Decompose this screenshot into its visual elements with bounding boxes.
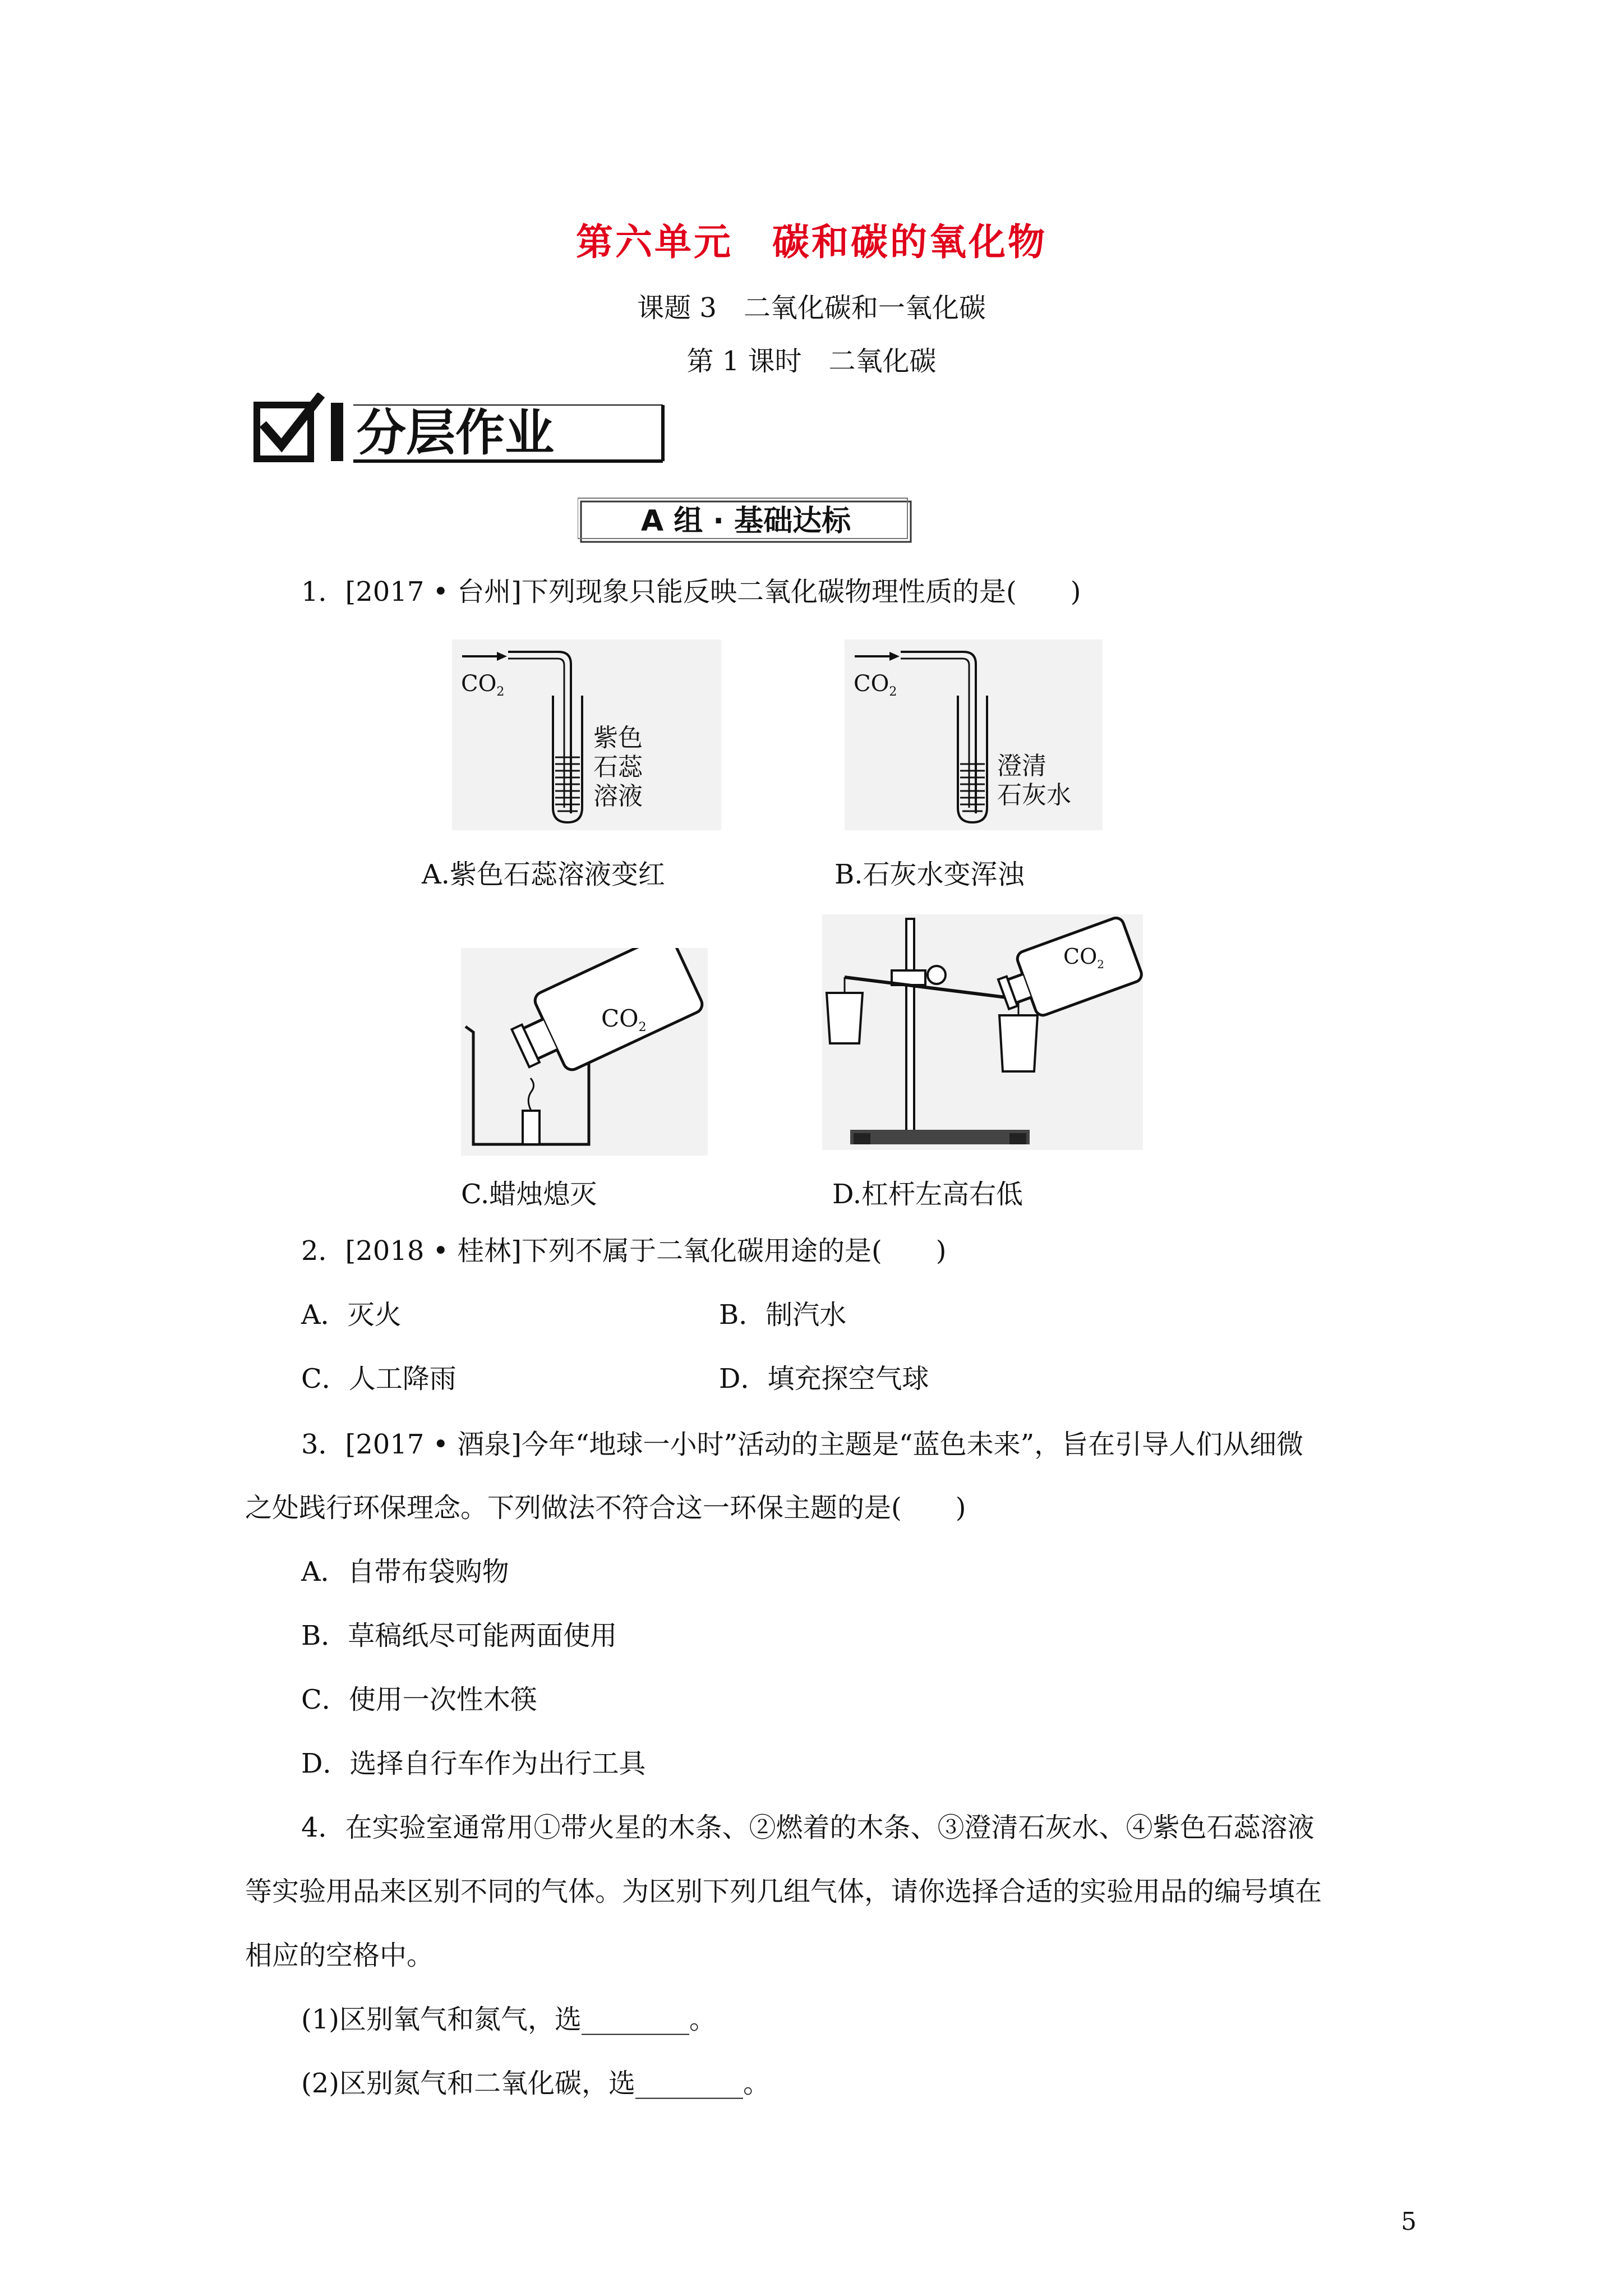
q4-stem-line1: 4．在实验室通常用①带火星的木条、②燃着的木条、③澄清石灰水、④紫色石蕊溶液 — [301, 1812, 1315, 1843]
q2-option-d: D．填充探空气球 — [719, 1363, 929, 1395]
fig-b-label-1: 澄清 — [997, 752, 1046, 780]
group-label: A 组 · 基础达标 — [640, 504, 851, 538]
q3-stem-line1: 3．[2017 • 酒泉]今年“地球一小时”活动的主题是“蓝色未来”，旨在引导人们从细微 — [301, 1429, 1304, 1460]
q3-option-b: B．草稿纸尽可能两面使用 — [301, 1620, 617, 1651]
topic-subtitle: 课题 3 二氧化碳和一氧化碳 — [637, 292, 986, 324]
fig-b-gas: $CO_2$ — [854, 671, 897, 699]
q2-option-b: B．制汽水 — [719, 1299, 847, 1331]
figure-c-candle — [461, 948, 708, 1156]
page-number: 5 — [1401, 2207, 1417, 2236]
q4-stem-line2: 等实验用品来区别不同的气体。为区别下列几组气体，请你选择合适的实验用品的编号填在 — [245, 1876, 1322, 1907]
q2-option-c: C．人工降雨 — [301, 1363, 457, 1395]
q3-stem-line2: 之处践行环保理念。下列做法不符合这一环保主题的是( ) — [245, 1492, 966, 1524]
q1-caption-c: C.蜡烛熄灭 — [461, 1179, 597, 1210]
group-label-box — [578, 494, 914, 550]
q4-sub2: (2)区别氮气和二氧化碳，选________。 — [301, 2068, 770, 2099]
lesson-subtitle: 第 1 课时 二氧化碳 — [686, 346, 937, 377]
chapter-title: 第六单元 碳和碳的氧化物 — [576, 220, 1047, 264]
q3-option-a: A．自带布袋购物 — [301, 1556, 509, 1588]
fig-d-gas: $CO_2$ — [1063, 944, 1104, 971]
figure-a-litmus — [452, 639, 721, 830]
q2-option-a: A．灭火 — [301, 1299, 402, 1331]
fig-b-label-2: 石灰水 — [997, 781, 1071, 809]
q1-stem: 1．[2017 • 台州]下列现象只能反映二氧化碳物理性质的是( ) — [301, 576, 1081, 608]
section-banner — [247, 393, 673, 471]
fig-a-label-3: 溶液 — [593, 782, 643, 811]
fig-a-gas: $CO_2$ — [461, 671, 505, 699]
fig-a-label-1: 紫色 — [593, 724, 643, 752]
q4-stem-line3: 相应的空格中。 — [245, 1940, 434, 1971]
q4-sub1: (1)区别氧气和氮气，选________。 — [301, 2004, 716, 2035]
figure-b-limewater — [845, 639, 1103, 830]
checkbox-icon — [257, 398, 319, 459]
fig-c-gas: CO2 — [601, 1005, 647, 1034]
figure-d-lever — [822, 914, 1143, 1150]
fig-a-label-2: 石蕊 — [593, 753, 643, 781]
banner-text: 分层作业 — [357, 404, 555, 462]
q1-caption-a: A.紫色石蕊溶液变红 — [422, 859, 665, 890]
q3-option-d: D．选择自行车作为出行工具 — [301, 1748, 646, 1779]
q3-option-c: C．使用一次性木筷 — [301, 1684, 537, 1715]
q1-caption-b: B.石灰水变浑浊 — [834, 859, 1025, 890]
q1-caption-d: D.杠杆左高右低 — [832, 1179, 1023, 1210]
q2-stem: 2．[2018 • 桂林]下列不属于二氧化碳用途的是( ) — [301, 1235, 947, 1267]
